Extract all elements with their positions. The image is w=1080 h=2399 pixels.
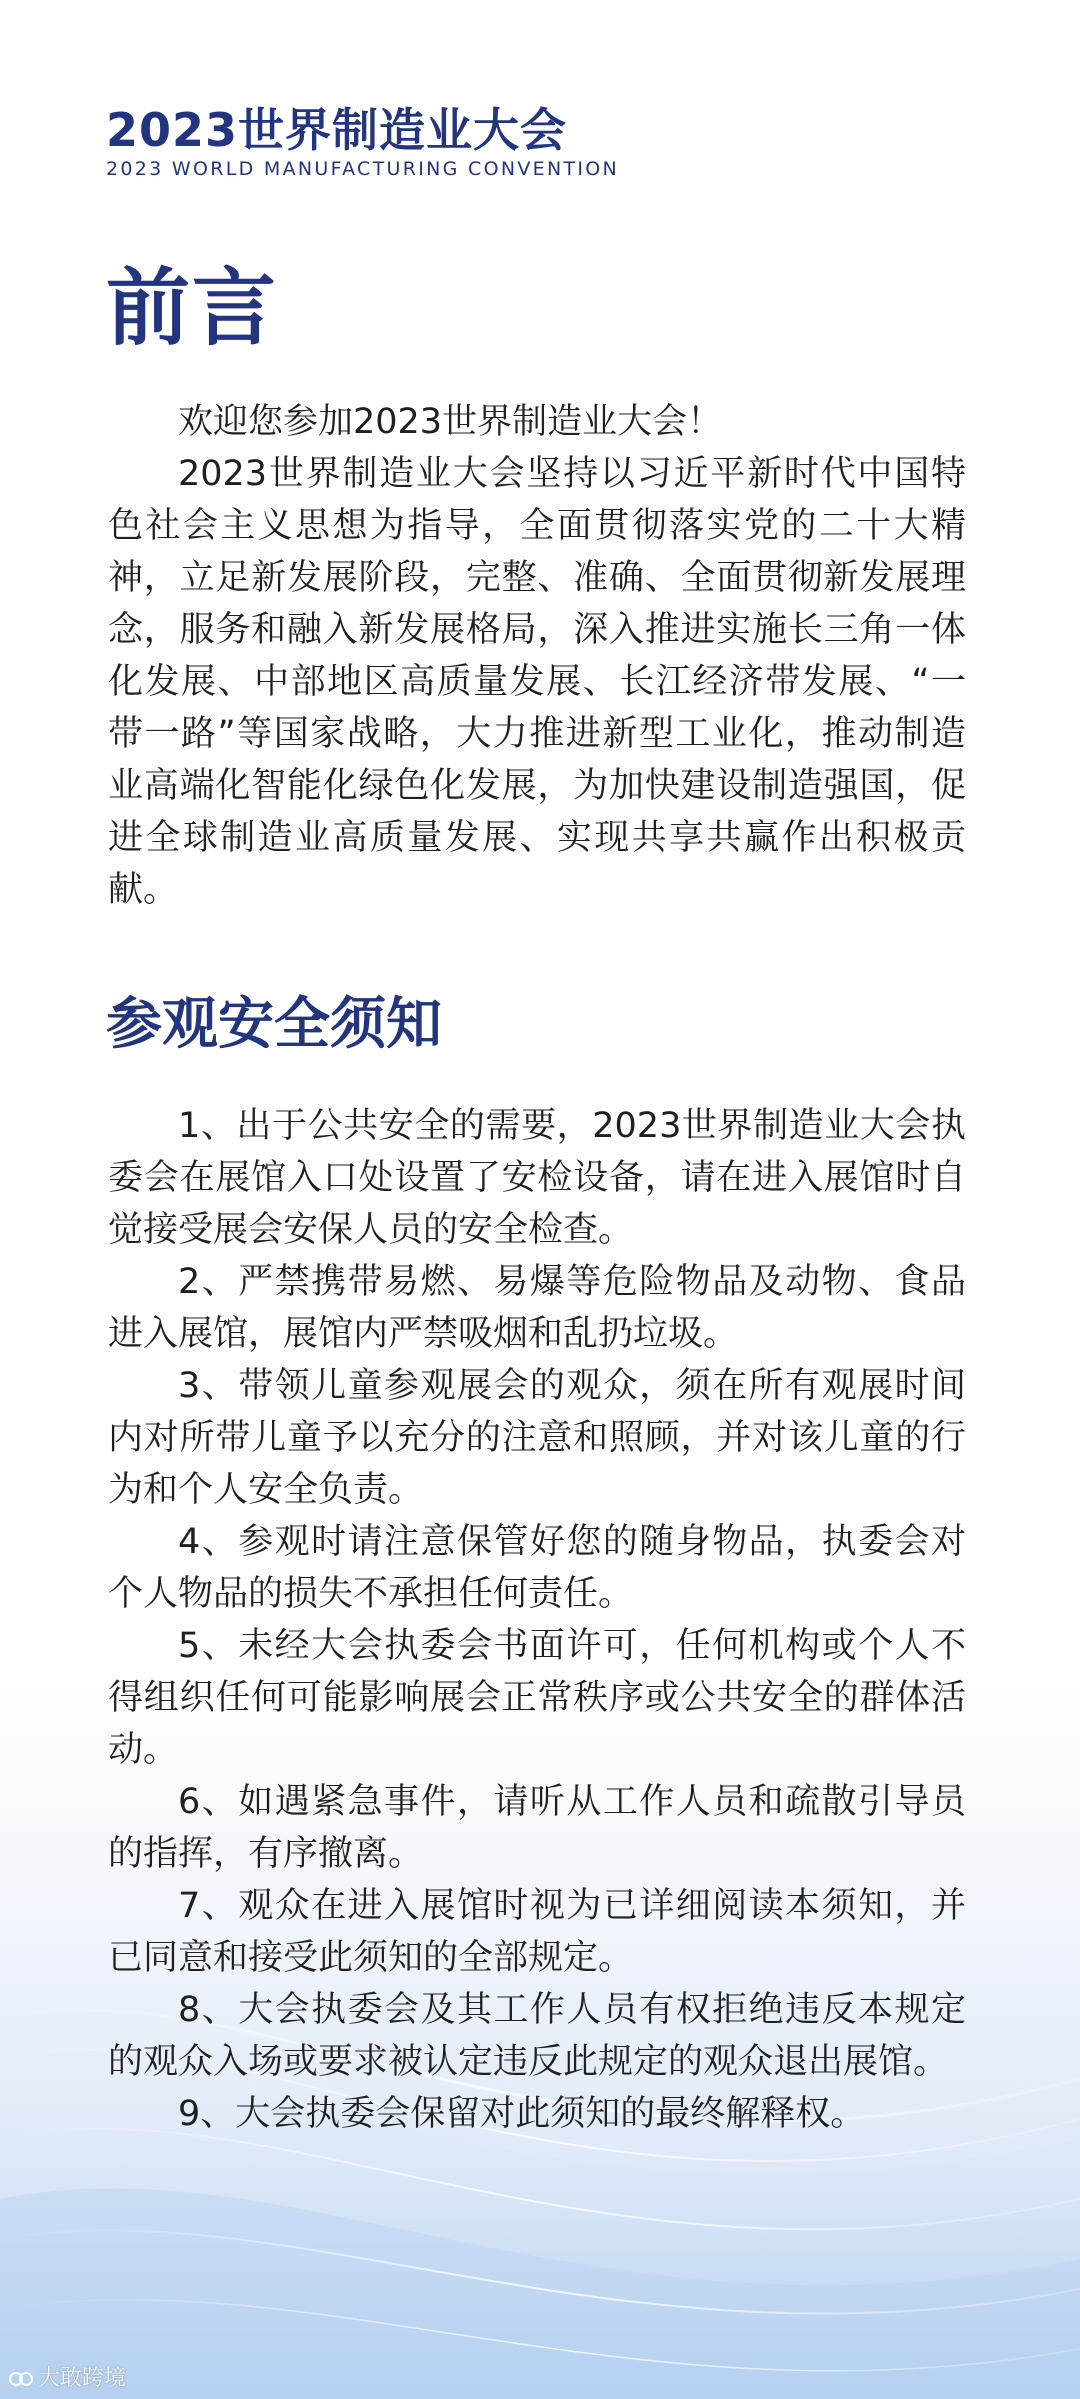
watermark-logo-icon — [8, 2368, 34, 2390]
foreword-paragraph: 欢迎您参加2023世界制造业大会！ — [178, 402, 723, 442]
logo-main-text: 2023世界制造业大会 — [106, 103, 568, 157]
foreword-paragraph: 2023世界制造业大会坚持以习近平新时代中国特色社会主义思想为指导，全面贯彻落实党的二十大精神，立足新发展阶段，完整、准确、全面贯彻新发展理念，服务和融入新发展格局，深入推进实施长三角一体化发展、中部地区高质量发展、长江经济带发展、“一带一路”等国家战略，大力推进新型工业化，推动制造业高端化智能化绿色化发展，为加快建设制造强国，促进全球制造业高质量发展、实现共享共赢作出积极贡献。 — [108, 454, 966, 910]
notice-item: 8、大会执委会及其工作人员有权拒绝违反本规定的观众入场或要求被认定违反此规定的观众退出展馆。 — [108, 1990, 966, 2082]
notice-list — [108, 1100, 966, 2140]
foreword-title: 前言 — [106, 259, 279, 357]
foreword-body — [108, 396, 966, 916]
notice-item: 3、带领儿童参观展会的观众，须在所有观展时间内对所带儿童予以充分的注意和照顾，并对该儿童的行为和个人安全负责。 — [108, 1366, 966, 1510]
notice-item: 4、参观时请注意保管好您的随身物品，执委会对个人物品的损失不承担任何责任。 — [108, 1522, 966, 1614]
notice-item: 2、严禁携带易燃、易爆等危险物品及动物、食品进入展馆，展馆内严禁吸烟和乱扔垃圾。 — [108, 1262, 966, 1354]
notice-title: 参观安全须知 — [106, 992, 442, 1057]
event-logo — [106, 104, 666, 180]
watermark-text: 大敢跨境 — [38, 2366, 127, 2391]
watermark — [8, 2365, 126, 2393]
notice-item: 5、未经大会执委会书面许可，任何机构或个人不得组织任何可能影响展会正常秩序或公共安全的群体活动。 — [108, 1626, 966, 1770]
notice-item: 1、出于公共安全的需要，2023世界制造业大会执委会在展馆入口处设置了安检设备，请在进入展馆时自觉接受展会安保人员的安全检查。 — [108, 1106, 966, 1250]
notice-item: 9、大会执委会保留对此须知的最终解释权。 — [178, 2094, 866, 2134]
notice-item: 6、如遇紧急事件，请听从工作人员和疏散引导员的指挥，有序撤离。 — [108, 1782, 966, 1874]
logo-sub-text: 2023 WORLD MANUFACTURING CONVENTION — [106, 158, 620, 180]
notice-item: 7、观众在进入展馆时视为已详细阅读本须知，并已同意和接受此须知的全部规定。 — [108, 1886, 966, 1978]
